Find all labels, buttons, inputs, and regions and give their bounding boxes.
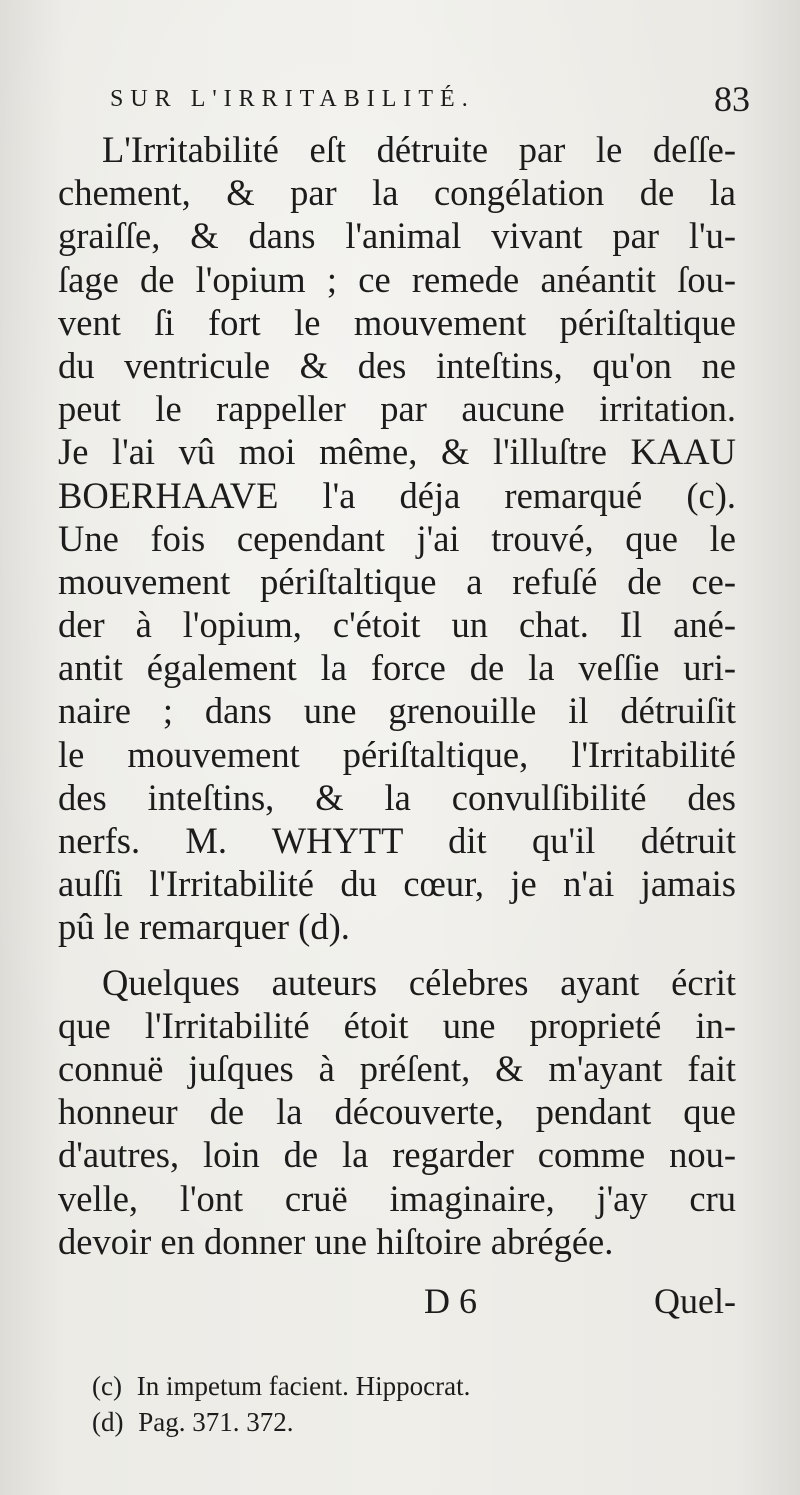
text-line: der à l'opium, c'étoit un chat. Il ané-	[58, 604, 736, 646]
text-line: vent ſi fort le mouvement périſtaltique	[58, 301, 736, 343]
text-line: que l'Irritabilité étoit une proprieté in-	[58, 1004, 736, 1046]
paragraph-histoire	[58, 961, 736, 1263]
text-line: Je l'ai vû moi même, & l'illuſtre KAAU	[58, 431, 736, 473]
text-line: le mouvement périſtaltique, l'Irritabilité	[58, 733, 736, 775]
catchword: Quel-	[654, 1281, 736, 1321]
text-line: Quelques auteurs célebres ayant écrit	[102, 961, 736, 1003]
page-header	[110, 78, 750, 122]
footnote-marker: (c)	[92, 1371, 122, 1401]
paragraph-irritabilite-destruction	[58, 128, 736, 949]
paragraph-gap	[58, 949, 736, 961]
text-line: connuë juſques à préſent, & m'ayant fait	[58, 1047, 736, 1089]
footnotes	[92, 1368, 712, 1440]
text-line: chement, & par la congélation de la	[58, 172, 736, 214]
text-line: antit également la force de la veſſie uri-	[58, 647, 736, 689]
text-line: L'Irritabilité eſt détruite par le deſſe-	[102, 129, 736, 170]
footnote-d	[92, 1404, 712, 1440]
text-line: naire ; dans une grenouille il détruiſit	[58, 690, 736, 732]
text-line: nerfs. M. WHYTT dit qu'il détruit	[58, 820, 736, 861]
running-title: SUR L'IRRITABILITÉ.	[110, 86, 475, 112]
footnote-marker: (d)	[92, 1407, 124, 1437]
text-line: Une fois cependant j'ai trouvé, que le	[58, 517, 736, 559]
page-footer	[58, 1280, 736, 1330]
page-number: 83	[714, 79, 750, 119]
text-line: ſage de l'opium ; ce remede anéantit ſou-	[58, 258, 736, 300]
text-line: mouvement périſtaltique a refuſé de ce-	[58, 560, 736, 602]
signature-mark: D 6	[424, 1281, 477, 1321]
text-line: honneur de la découverte, pendant que	[58, 1091, 736, 1133]
footnote-text: In impetum facient. Hippocrat.	[136, 1371, 471, 1401]
text-line: velle, l'ont cruë imaginaire, j'ay cru	[58, 1177, 736, 1219]
text-line: BOERHAAVE l'a déja remarqué (c).	[58, 474, 736, 516]
text-line: auſſi l'Irritabilité du cœur, je n'ai jamais	[58, 863, 736, 905]
text-line: d'autres, loin de la regarder comme nou-	[58, 1134, 736, 1176]
text-line: des inteſtins, & la convulſibilité des	[58, 776, 736, 818]
text-line: devoir en donner une hiſtoire abrégée.	[58, 1220, 614, 1262]
text-line: du ventricule & des inteſtins, qu'on ne	[58, 344, 736, 386]
body-text	[58, 128, 736, 1263]
text-line: peut le rappeller par aucune irritation.	[58, 388, 736, 430]
text-line: pû le remarquer (d).	[58, 906, 350, 948]
text-line: graiſſe, & dans l'animal vivant par l'u-	[58, 215, 736, 257]
footnote-c	[92, 1368, 712, 1404]
footnote-text: Pag. 371. 372.	[138, 1407, 294, 1437]
